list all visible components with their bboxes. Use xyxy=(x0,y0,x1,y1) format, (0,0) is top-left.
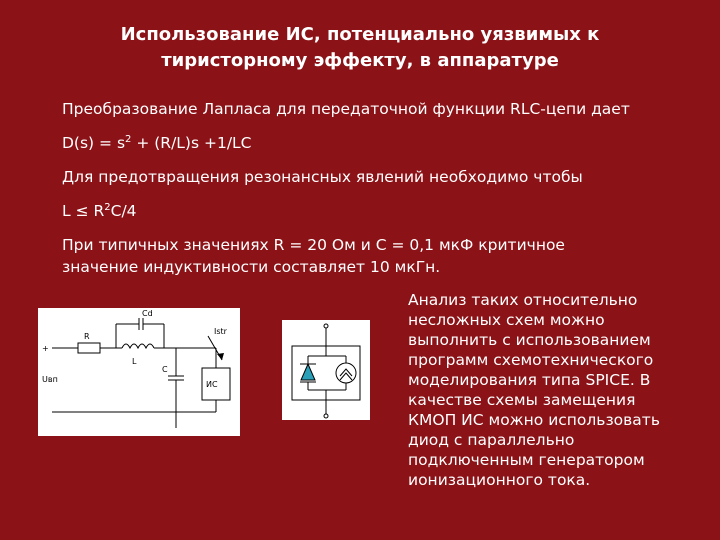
label-uin: Uвп xyxy=(42,375,58,384)
label-istr: Istr xyxy=(214,327,227,336)
formula-condition-part2: C/4 xyxy=(110,202,137,220)
formula-denominator-part2: + (R/L)s +1/LC xyxy=(131,134,252,152)
formula-condition-part1: L ≤ R xyxy=(62,202,105,220)
label-r: R xyxy=(84,332,90,341)
label-l: L xyxy=(132,357,137,366)
rlc-circuit-panel xyxy=(38,308,240,436)
resonance-text: Для предотвращения резонансных явлений необходимо чтобы xyxy=(62,168,583,186)
label-ic: ИС xyxy=(206,380,218,389)
label-plus: + xyxy=(42,344,49,353)
equivalent-circuit-panel xyxy=(282,320,370,420)
formula-denominator-exponent: 2 xyxy=(125,133,132,145)
formula-denominator xyxy=(62,132,252,154)
formula-condition xyxy=(62,200,137,222)
equivalent-circuit-diagram xyxy=(282,320,370,420)
typical-values-text: При типичных значениях R = 20 Ом и C = 0,1 мкФ критичное значение индуктивности составляет 10 мкГн. xyxy=(62,236,565,276)
label-c: C xyxy=(162,365,168,374)
laplace-text: Преобразование Лапласа для передаточной функции RLC-цепи дает xyxy=(62,100,630,118)
label-cd: Cd xyxy=(142,309,153,318)
formula-denominator-part1: D(s) = s xyxy=(62,134,126,152)
formula-condition-exponent: 2 xyxy=(104,201,111,213)
spice-analysis-text: Анализ таких относительно несложных схем можно выполнить с использованием программ схемотехнического моделирования типа SPICE. В качестве схемы замещения КМОП ИС можно использовать диод с параллельно подключенным генератором ионизационного тока. xyxy=(408,291,660,489)
rlc-circuit-diagram xyxy=(38,308,240,436)
slide-title: Использование ИС, потенциально уязвимых к тиристорному эффекту, в аппаратуре xyxy=(120,24,600,71)
